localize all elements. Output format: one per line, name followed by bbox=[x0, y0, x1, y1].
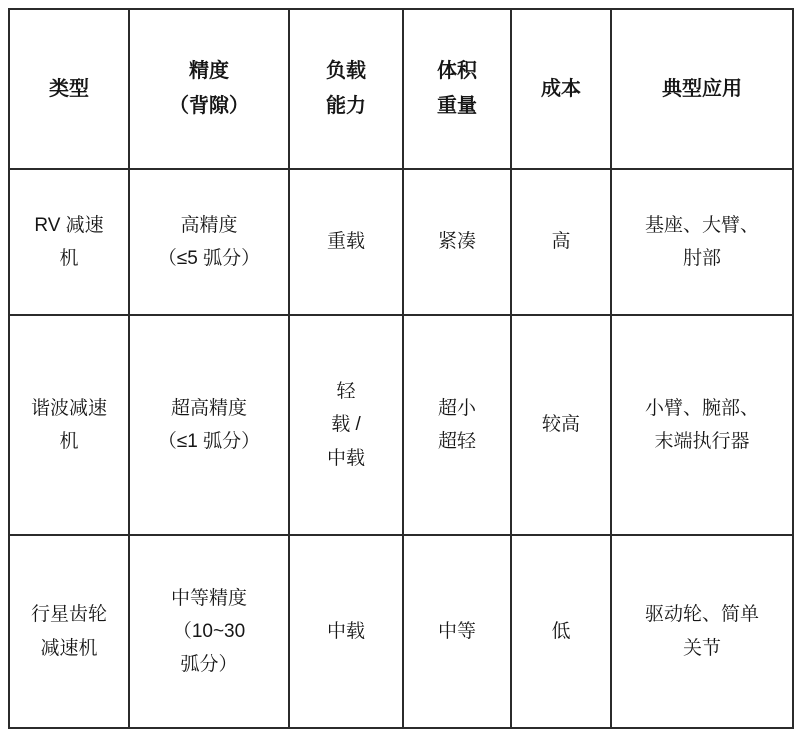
cell-load-capacity bbox=[289, 169, 403, 315]
cell-line: 低 bbox=[551, 620, 571, 642]
cell-line: 高精度 bbox=[180, 214, 238, 236]
cell-line: RV 减速 bbox=[34, 214, 104, 236]
cell-line: 能力 bbox=[326, 95, 366, 117]
cell-line: 较高 bbox=[541, 414, 580, 436]
cell-line: 超轻 bbox=[437, 431, 476, 452]
cell-load-capacity bbox=[289, 535, 403, 728]
cell-line: 典型应用 bbox=[662, 77, 742, 100]
comparison-table bbox=[8, 8, 794, 729]
cell-type bbox=[9, 315, 129, 535]
cell-volume-weight bbox=[403, 535, 511, 728]
cell-precision bbox=[129, 315, 289, 535]
cell-line: 中载 bbox=[326, 447, 365, 469]
column-header-cost bbox=[511, 9, 611, 169]
cell-line: 重载 bbox=[326, 231, 365, 253]
cell-type bbox=[9, 169, 129, 315]
cell-line: 重量 bbox=[437, 95, 477, 117]
cell-line: 成本 bbox=[541, 77, 581, 100]
column-header-precision bbox=[129, 9, 289, 169]
table-header-row bbox=[9, 9, 793, 169]
cell-line: 谐波减速 bbox=[30, 397, 107, 419]
table-row bbox=[9, 535, 793, 728]
cell-line: 中载 bbox=[326, 620, 365, 642]
cell-line: 超小 bbox=[437, 397, 476, 419]
cell-line: 机 bbox=[59, 248, 79, 269]
cell-volume-weight bbox=[403, 169, 511, 315]
cell-line: 弧分） bbox=[180, 654, 238, 676]
column-header-load-capacity bbox=[289, 9, 403, 169]
cell-line: （10~30 bbox=[172, 620, 246, 642]
cell-line: 负载 bbox=[326, 60, 366, 82]
table-row bbox=[9, 169, 793, 315]
cell-line: 载 / bbox=[331, 414, 361, 436]
cell-line: 基座、大臂、 bbox=[644, 214, 759, 236]
column-header-typical-application bbox=[611, 9, 793, 169]
cell-cost bbox=[511, 535, 611, 728]
column-header-volume-weight bbox=[403, 9, 511, 169]
cell-typical-application bbox=[611, 315, 793, 535]
cell-line: （≤5 弧分） bbox=[157, 248, 261, 269]
cell-line: 高 bbox=[551, 231, 571, 253]
cell-line: 行星齿轮 bbox=[30, 604, 107, 626]
cell-typical-application bbox=[611, 535, 793, 728]
cell-line: （≤1 弧分） bbox=[157, 431, 261, 452]
cell-line: 体积 bbox=[437, 60, 477, 82]
cell-line: 中等精度 bbox=[170, 587, 247, 609]
cell-line: 精度 bbox=[189, 60, 229, 82]
cell-precision bbox=[129, 535, 289, 728]
cell-line: 机 bbox=[59, 431, 79, 452]
cell-line: 紧凑 bbox=[437, 231, 476, 253]
cell-typical-application bbox=[611, 169, 793, 315]
cell-line: 驱动轮、简单 bbox=[644, 604, 759, 626]
table-row bbox=[9, 315, 793, 535]
cell-volume-weight bbox=[403, 315, 511, 535]
cell-load-capacity bbox=[289, 315, 403, 535]
cell-cost bbox=[511, 315, 611, 535]
cell-line: 小臂、腕部、 bbox=[644, 397, 759, 419]
cell-line: 超高精度 bbox=[170, 397, 247, 419]
cell-type bbox=[9, 535, 129, 728]
cell-precision bbox=[129, 169, 289, 315]
cell-line: 末端执行器 bbox=[654, 431, 750, 452]
cell-line: 中等 bbox=[437, 620, 476, 642]
cell-cost bbox=[511, 169, 611, 315]
cell-line: （背隙） bbox=[169, 95, 249, 117]
cell-line: 减速机 bbox=[40, 637, 98, 659]
column-header-type bbox=[9, 9, 129, 169]
cell-line: 肘部 bbox=[682, 248, 721, 269]
cell-line: 轻 bbox=[336, 381, 356, 403]
cell-line: 类型 bbox=[49, 77, 89, 100]
cell-line: 关节 bbox=[682, 637, 721, 659]
